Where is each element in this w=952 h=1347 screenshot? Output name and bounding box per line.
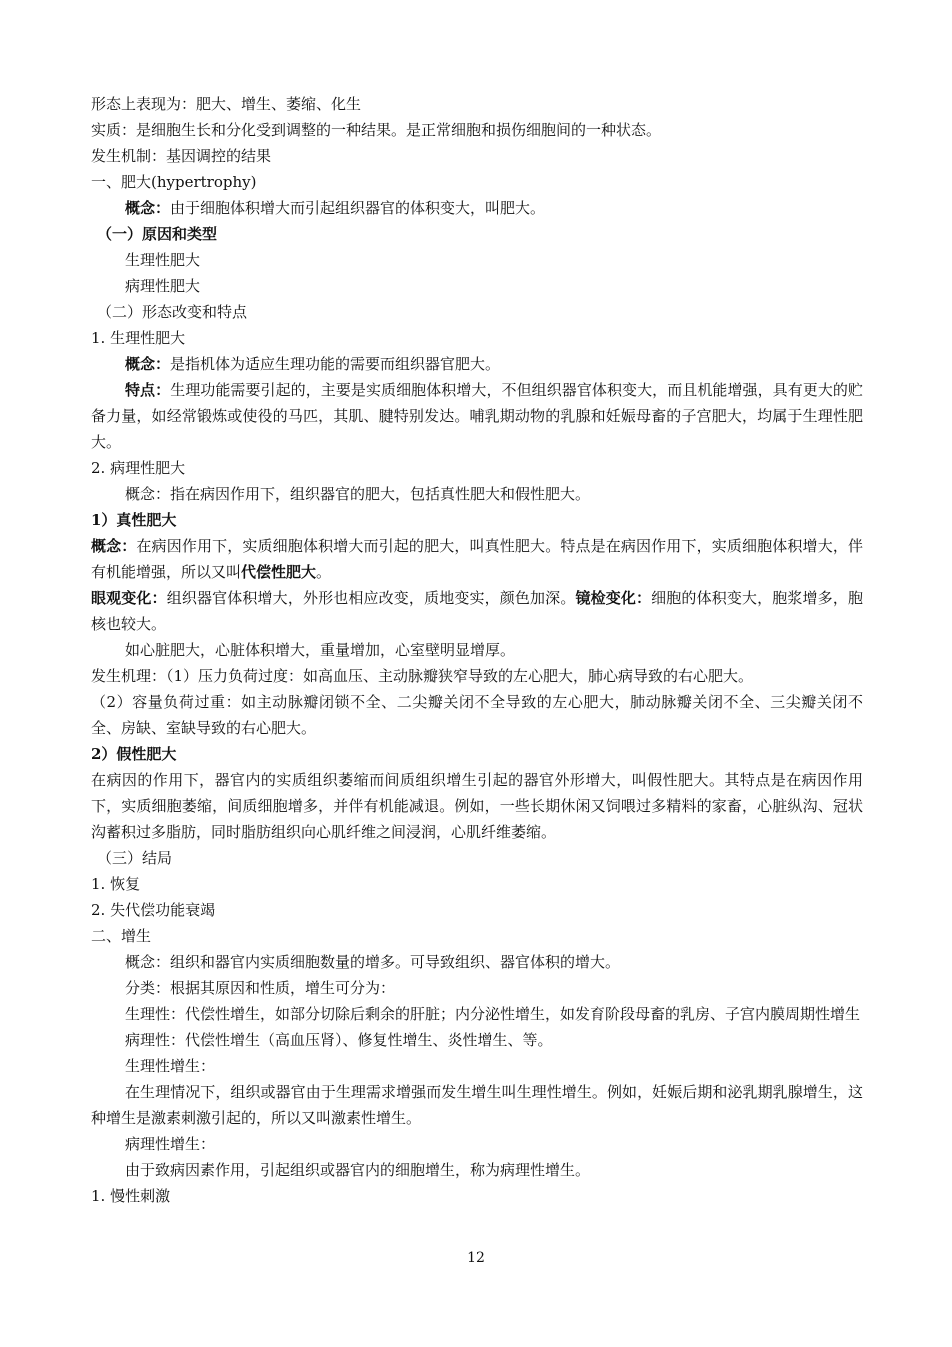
text-line: 概念：指在病因作用下，组织器官的肥大，包括真性肥大和假性肥大。 [125, 485, 591, 503]
paragraph: 在生理情况下，组织或器官由于生理需求增强而发生增生叫生理性增生。例如，妊娠后期和泌乳期乳腺增生，这种增生是激素刺激引起的，所以又叫激素性增生。 [91, 1083, 863, 1127]
paragraph: 生理性：代偿性增生，如部分切除后剩余的肝脏；内分泌性增生，如发育阶段母畜的乳房、子宫内膜周期性增生 [125, 1005, 861, 1023]
subsection-heading: （三）结局 [97, 849, 173, 867]
subsection-heading: （一）原因和类型 [97, 225, 218, 243]
term-label: 概念： [125, 199, 171, 217]
numbered-item: 1. 恢复 [91, 875, 141, 893]
text-line: 如心脏肥大，心脏体积增大，重量增加，心室壁明显增厚。 [125, 641, 516, 659]
term-label: 概念： [91, 537, 137, 555]
text-line: 概念：组织和器官内实质细胞数量的增多。可导致组织、器官体积的增大。 [125, 953, 621, 971]
paragraph-text: 生理功能需要引起的，主要是实质细胞体积增大，不但组织器官体积变大，而且机能增强，具有更大的贮备力量，如经常锻炼或使役的马匹，其肌、腱特别发达。哺乳期动物的乳腺和妊娠母畜的子宫肥大，均属于生理性肥大。 [91, 381, 863, 451]
section-heading: 二、增生 [91, 927, 152, 945]
emphasized-term: 代偿性肥大 [241, 563, 317, 581]
paragraph-text: 。 [316, 563, 332, 581]
numbered-heading: 1. 生理性肥大 [91, 329, 186, 347]
term-label: 镜检变化： [575, 589, 652, 607]
definition-text: 由于细胞体积增大而引起组织器官的体积变大，叫肥大。 [170, 199, 546, 217]
text-line: 病理性增生： [125, 1135, 216, 1153]
term-label: 眼观变化： [91, 589, 167, 607]
paragraph-text: 细胞的体积变大，胞浆增多，胞核也较大。 [91, 589, 863, 633]
text-line: 形态上表现为：肥大、增生、萎缩、化生 [91, 95, 362, 113]
text-line: 生理性增生： [125, 1057, 216, 1075]
section-heading: 一、肥大(hypertrophy) [91, 173, 257, 191]
text-line: 发生机制：基因调控的结果 [91, 147, 272, 165]
term-label: 特点： [125, 381, 171, 399]
numbered-item: 2. 失代偿功能衰竭 [91, 901, 216, 919]
paragraph: 在病因的作用下，器官内的实质组织萎缩而间质组织增生引起的器官外形增大，叫假性肥大。其特点是在病因作用下，实质细胞萎缩，间质细胞增多，并伴有机能减退。例如，一些长期休闲又饲喂过多精料的家畜，心脏纵沟、冠状沟蓄积过多脂肪，同时脂肪组织向心肌纤维之间浸润，心肌纤维萎缩。 [91, 771, 863, 841]
text-line: 病理性肥大 [125, 277, 201, 295]
document-body [91, 91, 863, 1209]
text-line: 生理性肥大 [125, 251, 201, 269]
subsection-heading: （二）形态改变和特点 [97, 303, 248, 321]
text-line: 分类：根据其原因和性质，增生可分为： [125, 979, 396, 997]
subsection-heading: 1）真性肥大 [91, 511, 177, 529]
paragraph [91, 533, 863, 585]
page-number: 12 [467, 1250, 485, 1266]
text-line: 由于致病因素作用，引起组织或器官内的细胞增生，称为病理性增生。 [125, 1161, 591, 1179]
paragraph-text: 组织器官体积增大，外形也相应改变，质地变实，颜色加深。 [166, 589, 576, 607]
definition-line [91, 351, 863, 377]
definition-text: 是指机体为适应生理功能的需要而组织器官肥大。 [170, 355, 501, 373]
paragraph-text: 在病因作用下，实质细胞体积增大而引起的肥大，叫真性肥大。特点是在病因作用下，实质细胞体积增大，伴有机能增强，所以又叫 [91, 537, 863, 581]
numbered-item: 1. 慢性刺激 [91, 1187, 171, 1205]
text-line: 实质：是细胞生长和分化受到调整的一种结果。是正常细胞和损伤细胞间的一种状态。 [91, 121, 662, 139]
term-label: 概念： [125, 355, 171, 373]
text-line: 病理性：代偿性增生（高血压肾）、修复性增生、炎性增生、等。 [125, 1031, 553, 1049]
paragraph [91, 377, 863, 455]
definition-line [91, 195, 863, 221]
paragraph: （2）容量负荷过重：如主动脉瓣闭锁不全、二尖瓣关闭不全导致的左心肥大，肺动脉瓣关闭不全、三尖瓣关闭不全、房缺、室缺导致的右心肥大。 [91, 693, 863, 737]
subsection-heading: 2）假性肥大 [91, 745, 177, 763]
paragraph [91, 585, 863, 637]
text-line: 发生机理：（1）压力负荷过度：如高血压、主动脉瓣狭窄导致的左心肥大，肺心病导致的右心肥大。 [91, 667, 754, 685]
numbered-heading: 2. 病理性肥大 [91, 459, 186, 477]
